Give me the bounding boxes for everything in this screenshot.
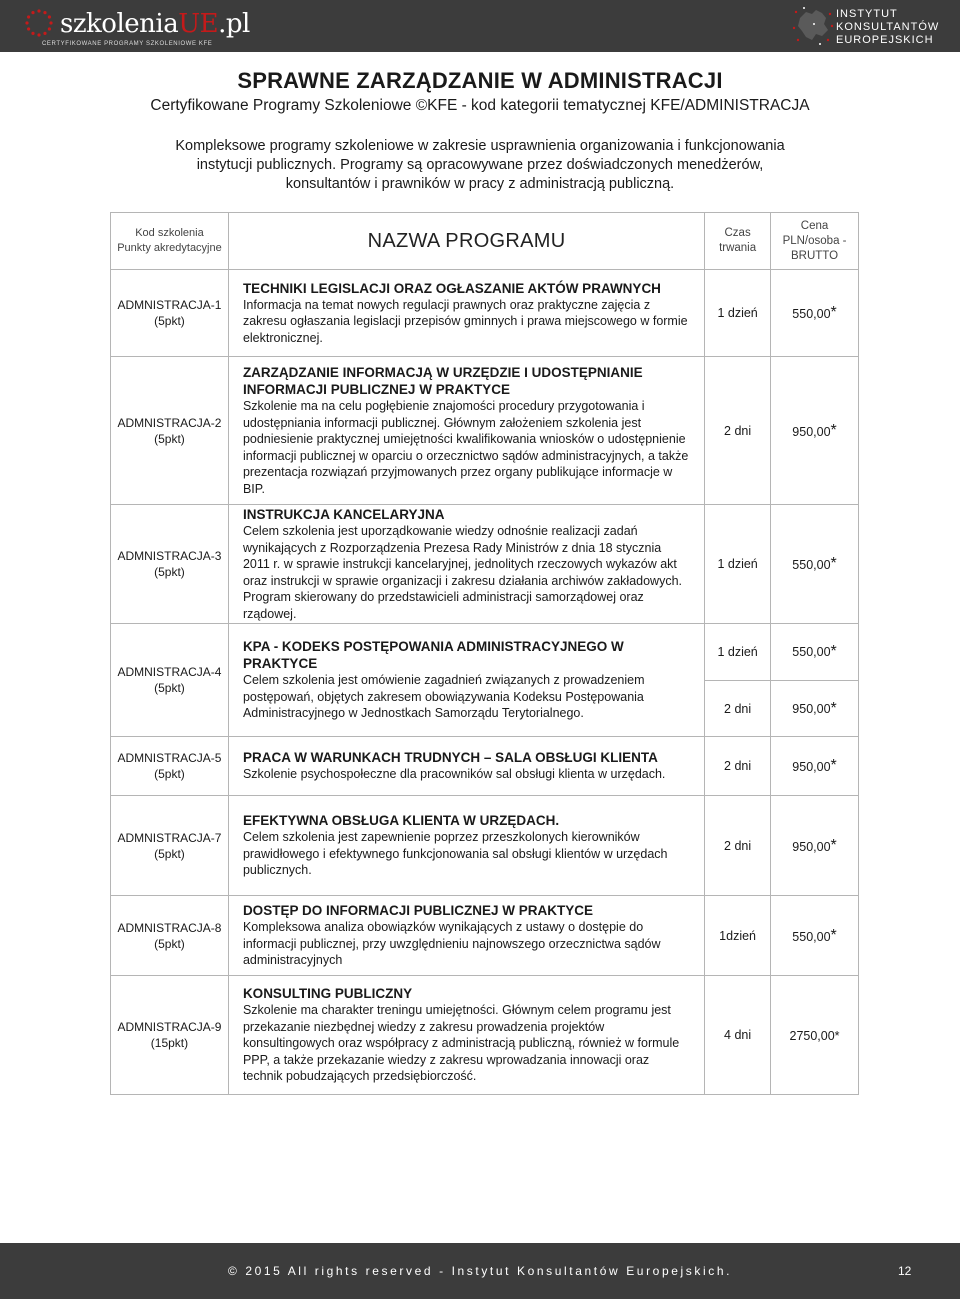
header-code: [111, 213, 229, 270]
row-price-cell: [771, 270, 859, 357]
row-price-cell: [771, 737, 859, 796]
header-time: [705, 213, 771, 270]
europe-map-icon: [790, 4, 836, 48]
row-points: (5pkt): [154, 565, 185, 579]
row-code: ADMNISTRACJA-1: [117, 298, 222, 312]
row-price: 550,00: [792, 645, 831, 659]
page-title: SPRAWNE ZARZĄDZANIE W ADMINISTRACJI: [237, 68, 723, 93]
row-code: ADMNISTRACJA-9: [117, 1020, 222, 1034]
row-code-cell: [111, 737, 229, 796]
row-program-cell: [228, 737, 704, 796]
row-code-cell: [111, 976, 229, 1095]
page-subtitle: Certyfikowane Programy Szkoleniowe ©KFE - kod kategorii tematycznej KFE/ADMINISTRACJA: [150, 97, 810, 114]
row-points: (5pkt): [154, 314, 185, 328]
row-code: ADMNISTRACJA-7: [117, 830, 222, 845]
intro-paragraph: Kompleksowe programy szkoleniowe w zakresie usprawnienia organizowania i funkcjonowania instytucji publicznych. Programy są opracowywane przez doświadczonych menedżerów, konsultantów i prawników w pracy z administracją publiczną.: [175, 138, 785, 192]
price-asterisk: *: [830, 643, 837, 660]
row-code-cell: [111, 505, 229, 624]
table-row: [111, 737, 859, 796]
row-price-cell: [771, 357, 859, 505]
header-bar: [0, 0, 960, 52]
row-duration-split: [705, 624, 771, 737]
program-description: Szkolenie ma na celu pogłębienie znajomości procedury przygotowania i udostępniania informacji publicznej. Głównym założeniem szkolenia jest podniesienie praktycznej umiejętności kwalifikowania wniosków o udostępnienie informacji publicznej w oparciu o orzecznictwo sądów administracyjnych, a także prezentacja rozwiązań przyjmowanych przez organy publikujące informacje w BIP.: [242, 399, 689, 496]
row-duration-alt: 2 dni: [705, 680, 770, 736]
header-time-line-2: trwania: [719, 242, 757, 254]
program-description: Celem szkolenia jest omówienie zagadnień związanych z prowadzeniem postępowań, objętych zakresem obowiązywania Kodeksu Postępowania Administracyjnego w Jednostkach Samorządu Terytorialnego.: [242, 673, 645, 721]
row-price: 950,00: [792, 760, 831, 774]
ike-name-line-2: KONSULTANTÓW: [836, 21, 940, 33]
program-title: KPA - KODEKS POSTĘPOWANIA ADMINISTRACYJNEGO W PRAKTYCE: [242, 639, 624, 672]
page-number: 12: [898, 1264, 912, 1278]
ike-logo[interactable]: [790, 4, 950, 48]
row-duration: 2 dni: [705, 357, 771, 505]
row-program-cell: [228, 896, 704, 976]
program-title: TECHNIKI LEGISLACJI ORAZ OGŁASZANIE AKTÓW PRAWNYCH: [242, 280, 661, 296]
logo-brand-text: szkoleniaUE.pl: [60, 9, 250, 39]
ike-name-line-1: INSTYTUT: [836, 8, 898, 20]
row-price-cell-alt: [771, 680, 858, 736]
programs-table: [110, 212, 859, 1095]
row-code-cell: [111, 624, 229, 737]
row-code-cell: [111, 357, 229, 505]
szkoleniaue-logo[interactable]: [24, 6, 250, 48]
row-points: (5pkt): [154, 767, 185, 781]
header-price-line-3: BRUTTO: [790, 249, 839, 262]
row-points: (5pkt): [154, 431, 185, 446]
row-code: ADMNISTRACJA-2: [117, 415, 222, 430]
table-row: [111, 896, 859, 976]
price-asterisk: *: [830, 926, 837, 944]
row-program-cell: [228, 796, 704, 896]
header-name: NAZWA PROGRAMU: [228, 213, 704, 270]
row-price-cell: [771, 976, 859, 1095]
row-duration: 1 dzień: [705, 270, 771, 357]
ike-name-line-3: EUROPEJSKICH: [836, 34, 934, 46]
header-code-line-1: Kod szkolenia: [135, 227, 204, 239]
row-price: 550,00: [792, 558, 831, 572]
table-row: [111, 270, 859, 357]
row-duration: 1 dzień: [705, 505, 771, 624]
header-time-line-1: Czas: [724, 227, 751, 239]
price-asterisk: *: [830, 699, 837, 717]
program-title: INSTRUKCJA KANCELARYJNA: [242, 507, 445, 522]
header-price-line-2: PLN/osoba -: [782, 234, 847, 247]
row-price-cell: [771, 796, 859, 896]
program-description: Szkolenie psychospołeczne dla pracowników sal obsługi klienta w urzędach.: [242, 767, 666, 782]
row-code: ADMNISTRACJA-3: [117, 549, 222, 563]
row-price-cell: [771, 505, 859, 624]
row-program-cell: [228, 505, 704, 624]
row-points: (15pkt): [150, 1036, 189, 1050]
table-header-row: [111, 213, 859, 270]
row-code: ADMNISTRACJA-5: [117, 751, 222, 765]
row-price: 950,00: [792, 839, 831, 854]
program-title: KONSULTING PUBLICZNY: [242, 986, 413, 1002]
row-price: 550,00: [792, 307, 831, 321]
row-points: (5pkt): [154, 681, 185, 695]
row-duration: 2 dni: [705, 737, 771, 796]
program-description: Celem szkolenia jest uporządkowanie wiedzy odnośnie realizacji zadań wynikających z Rozporządzenia Prezesa Rady Ministrów z dnia 18 stycznia 2011 r. w sprawie instrukcji kancelaryjnej, jednolitych rzeczowych wykazów akt oraz instrukcji w sprawie organizacji i zakresu działania archiwów zakładowych. Program skierowany do przedstawicieli administracji samorządowej oraz rządowej.: [242, 524, 683, 621]
eu-stars-icon: [24, 8, 54, 38]
footer-copyright: © 2015 All rights reserved - Instytut Konsultantów Europejskich.: [227, 1264, 733, 1278]
header-code-line-2: Punkty akredytacyjne: [117, 242, 222, 254]
program-title: DOSTĘP DO INFORMACJI PUBLICZNEJ W PRAKTYCE: [242, 903, 593, 919]
row-price-alt: 950,00: [792, 701, 831, 716]
row-price-cell: [771, 624, 858, 680]
row-program-cell: [228, 270, 704, 357]
program-title: EFEKTYWNA OBSŁUGA KLIENTA W URZĘDACH.: [242, 813, 560, 829]
row-price: 2750,00*: [789, 1029, 840, 1043]
row-program-cell: [228, 357, 704, 505]
row-duration: 4 dni: [705, 976, 771, 1095]
price-asterisk: *: [830, 555, 837, 572]
logo-tagline: CERTYFIKOWANE PROGRAMY SZKOLENIOWE KFE: [42, 41, 213, 47]
price-asterisk: *: [830, 836, 837, 854]
row-code-cell: [111, 270, 229, 357]
table-row: [111, 505, 859, 624]
row-code-cell: [111, 896, 229, 976]
row-points: (5pkt): [154, 936, 185, 951]
row-price: 550,00: [792, 929, 831, 944]
row-program-cell: [228, 976, 704, 1095]
program-description: Kompleksowa analiza obowiązków wynikających z ustawy o dostępie do informacji publicznej, przy uwzględnieniu najnowszego orzecznictwa sądów administracyjnych: [242, 920, 661, 968]
row-price-split: [771, 624, 859, 737]
program-title: PRACA W WARUNKACH TRUDNYCH – SALA OBSŁUGI KLIENTA: [242, 750, 658, 766]
program-description: Informacja na temat nowych regulacji prawnych oraz praktyczne zajęcia z zakresu ogłaszania legislacji przepisów gminnych i prawa miejscowego w formie elektronicznej.: [242, 297, 688, 345]
row-duration: 1dzień: [705, 896, 771, 976]
row-code: ADMNISTRACJA-4: [117, 665, 222, 679]
row-program-cell: [228, 624, 704, 737]
price-asterisk: *: [830, 757, 837, 774]
row-duration: 1 dzień: [717, 645, 758, 659]
table-row: [111, 796, 859, 896]
header-price-line-1: Cena: [800, 219, 829, 232]
header-price: [771, 213, 859, 270]
table-row: [111, 357, 859, 505]
table-row: [111, 624, 859, 737]
footer-bar: [0, 1243, 960, 1299]
program-description: Celem szkolenia jest zapewnienie poprzez przeszkolonych kierowników prawidłowego i efektywnego funkcjonowania sal obsługi klientów w urzędach publicznych.: [242, 830, 668, 878]
ike-name: [836, 8, 939, 47]
row-code-cell: [111, 796, 229, 896]
price-asterisk: *: [830, 304, 837, 321]
row-points: (5pkt): [154, 846, 185, 861]
row-code: ADMNISTRACJA-8: [117, 920, 222, 935]
row-price-cell: [771, 896, 859, 976]
table-row: [111, 976, 859, 1095]
program-description: Szkolenie ma charakter treningu umiejętności. Głównym celem programu jest przekazanie niezbędnej wiedzy z zakresu prowadzenia projektów konsultingowych oraz współpracy z administracją publiczną, również w formule PPP, a także przekazanie wiedzy z zakresu wprowadzania innowacji oraz technik pobudzających przedsiębiorczość.: [242, 1003, 680, 1084]
row-price: 950,00: [792, 424, 831, 439]
row-duration: 2 dni: [705, 796, 771, 896]
price-asterisk: *: [830, 421, 837, 439]
program-title: ZARZĄDZANIE INFORMACJĄ W URZĘDZIE I UDOSTĘPNIANIE INFORMACJI PUBLICZNEJ W PRAKTYCE: [242, 365, 643, 397]
